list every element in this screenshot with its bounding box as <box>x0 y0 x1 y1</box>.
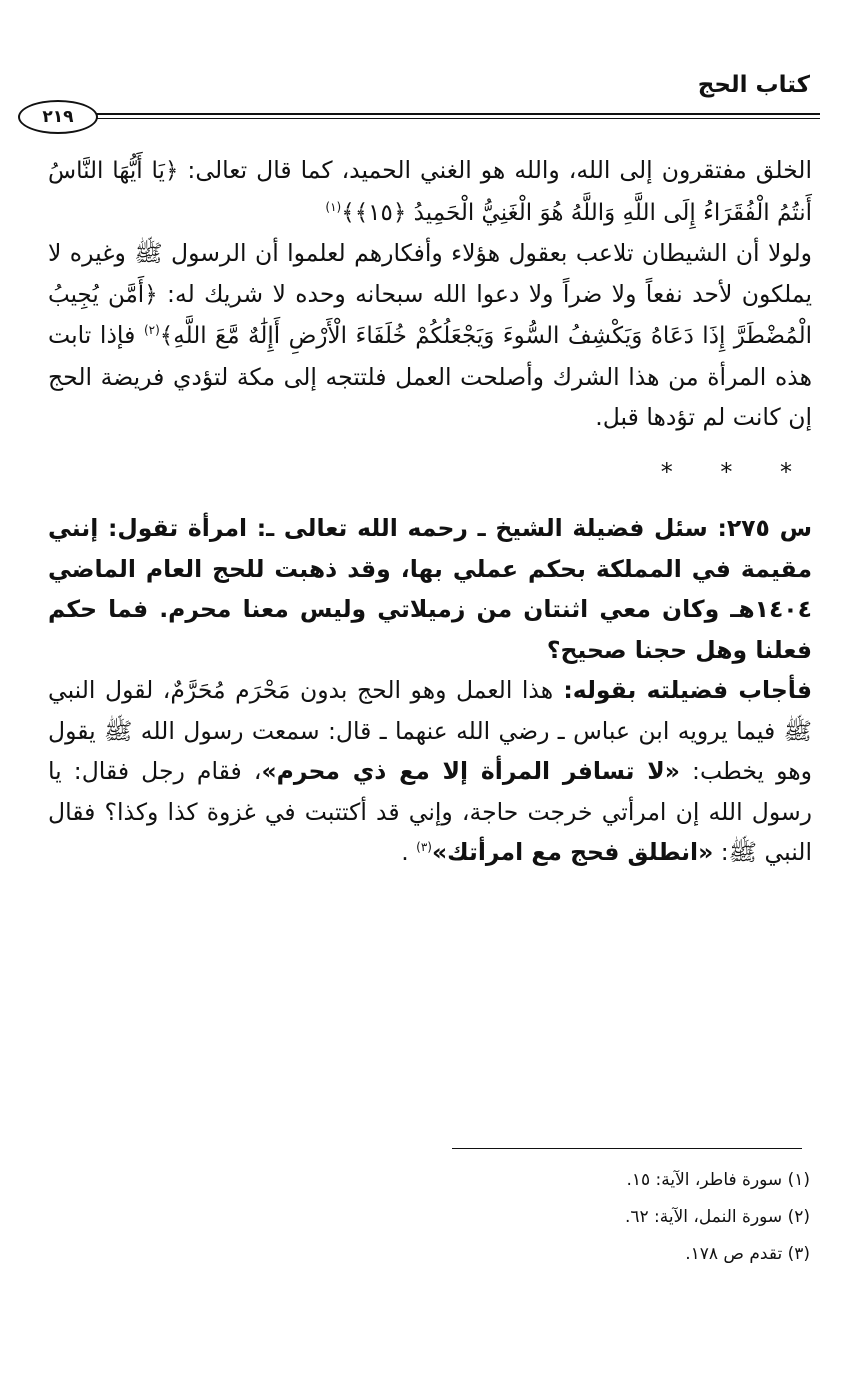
section-divider-stars: * * * <box>660 457 812 486</box>
question-label: س ٢٧٥: <box>707 514 812 542</box>
question-text: سئل فضيلة الشيخ ـ رحمه الله تعالى ـ: امرأة تقول: إنني مقيمة في المملكة بحكم عملي بها، وقد ذهبت للحج العام الماضي ١٤٠٤هـ وكان معي اثنتان من زميلاتي وليس معنا محرم. فما حكم فعلنا وهل حجنا صحيح؟ <box>48 514 812 664</box>
question-paragraph <box>48 508 812 670</box>
running-header-title: كتاب الحج <box>697 72 810 98</box>
footnotes <box>410 1162 810 1273</box>
answer-text: ، فقام رجل فقال: يا رسول الله إن امرأتي خرجت حاجة، وإني قد أكتتبت في غزوة كذا وكذا؟ فقال النبي ﷺ: <box>48 757 812 866</box>
quran-verse: ﴿يَا أَيُّهَا النَّاسُ أَنتُمُ الْفُقَرَاءُ إِلَى اللَّهِ وَاللَّهُ هُوَ الْغَنِيُّ الْحَمِيدُ ﴿١٥﴾﴾ <box>48 158 812 226</box>
footnote-item: (٣) تقدم ص ١٧٨. <box>685 1244 810 1264</box>
paragraph-text: فإذا تابت هذه المرأة من هذا الشرك وأصلحت العمل فلتتجه إلى مكة لتؤدي فريضة الحج إن كانت لم تؤدها قبل. <box>48 321 812 431</box>
footnote-reference: (١) <box>325 199 342 214</box>
paragraph-1 <box>48 150 812 233</box>
answer-paragraph <box>48 670 812 873</box>
hadith-quote: «انطلق فحج مع امرأتك» <box>431 838 714 866</box>
paragraph-2 <box>48 233 812 438</box>
header-rule <box>96 113 820 115</box>
footnote-reference: (٢) <box>143 323 160 338</box>
footnote-item: (٢) سورة النمل، الآية: ٦٢. <box>624 1207 810 1227</box>
footnote-reference: (٣) <box>416 840 432 855</box>
answer-text: . <box>401 838 417 866</box>
answer-text: هذا العمل وهو الحج بدون مَحْرَم مُحَرَّمٌ، لقول النبي ﷺ فيما يرويه ابن عباس ـ رضي الله عنهما ـ قال: سمعت رسول الله ﷺ يقول وهو يخطب: <box>48 676 812 785</box>
header-rule-thin <box>96 118 820 119</box>
hadith-quote: «لا تسافر المرأة إلا مع ذي محرم» <box>261 757 680 785</box>
answer-label: فأجاب فضيلته بقوله: <box>553 676 813 704</box>
paragraph-text: الخلق مفتقرون إلى الله، والله هو الغني الحميد، كما قال تعالى: <box>178 156 812 184</box>
page-number-badge: ٢١٩ <box>18 100 98 134</box>
quran-verse: ﴿أَمَّن يُجِيبُ الْمُضْطَرَّ إِذَا دَعَاهُ وَيَكْشِفُ السُّوءَ وَيَجْعَلُكُمْ خُلَفَاءَ الْأَرْضِ أَإِلَٰهٌ مَّعَ اللَّهِ﴾ <box>48 281 812 349</box>
main-text <box>48 150 812 873</box>
footnote-item: (١) سورة فاطر، الآية: ١٥. <box>626 1170 810 1190</box>
footnote-divider <box>452 1148 802 1149</box>
paragraph-text: ولولا أن الشيطان تلاعب بعقول هؤلاء وأفكارهم لعلموا أن الرسول ﷺ وغيره لا يملكون لأحد نفعاً ولا ضراً ولا دعوا الله سبحانه وحده لا شريك له: <box>48 239 812 308</box>
